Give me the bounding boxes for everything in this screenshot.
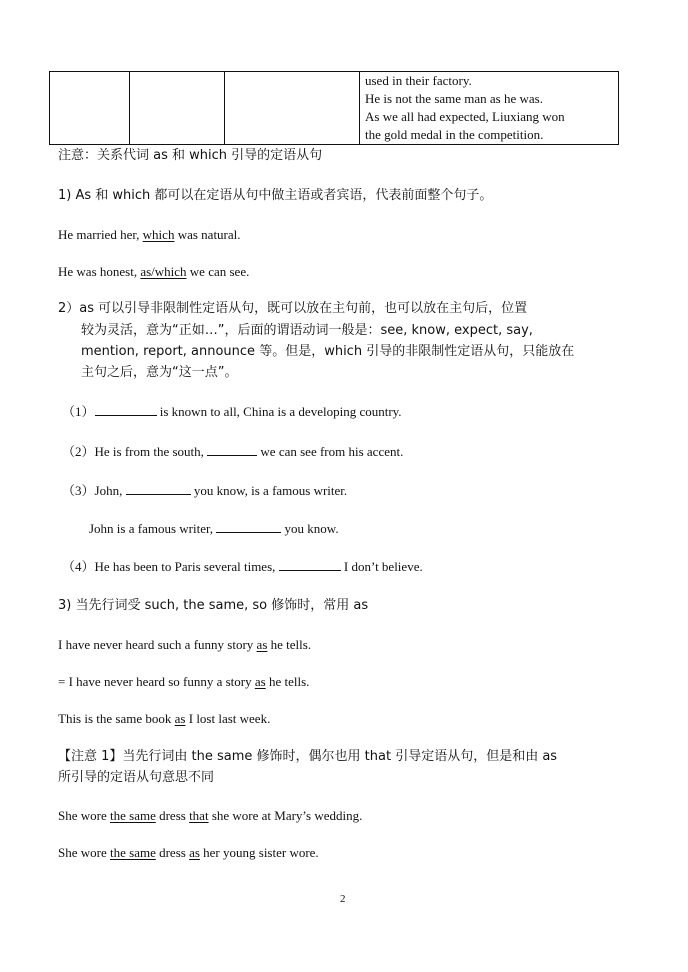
example-text: This is the same book [58, 711, 175, 726]
example-text: I have never heard such a funny story [58, 637, 257, 652]
page-number: 2 [340, 893, 346, 905]
example-text: was natural. [174, 227, 241, 242]
continuation-table [49, 71, 619, 145]
exercise-text: is known to all, China is a developing country. [156, 404, 402, 419]
table-line: He is not the same man as he was. [365, 91, 543, 106]
underlined-word: as [189, 845, 200, 860]
answer-blank[interactable] [126, 482, 191, 495]
example-text: She wore [58, 845, 110, 860]
note1-example-1 [58, 807, 362, 825]
exercise-4 [62, 558, 423, 576]
section3-example-3 [58, 710, 270, 728]
example-text: dress [155, 845, 190, 860]
underlined-word: that [189, 808, 209, 823]
exercise-text: I don’t believe. [340, 559, 423, 574]
exercise-3 [62, 482, 347, 500]
exercise-text: we can see from his accent. [257, 444, 404, 459]
answer-blank[interactable] [95, 403, 157, 416]
table-cell-empty-2 [130, 72, 225, 145]
section1-heading: 1) As 和 which 都可以在定语从句中做主语或者宾语，代表前面整个句子。 [58, 188, 493, 203]
section1-example-1 [58, 226, 241, 244]
exercise-3b [89, 520, 339, 538]
section3-heading: 3) 当先行词受 such, the same, so 修饰时，常用 as [58, 598, 369, 613]
table-cell-empty-1 [50, 72, 130, 145]
answer-blank[interactable] [207, 443, 257, 456]
example-text: dress [155, 808, 190, 823]
underlined-word: as [174, 711, 186, 726]
exercise-text: He has been to Paris several times, [94, 559, 279, 574]
section2-line-3: mention, report, announce 等。但是，which 引导的非限制性定语从句，只能放在 [81, 344, 575, 359]
section2-line-1: 2）as 可以引导非限制性定语从句，既可以放在主句前，也可以放在主句后，位置 [58, 301, 528, 316]
exercise-number: （4） [62, 559, 95, 574]
example-text: she wore at Mary’s wedding. [208, 808, 363, 823]
underlined-word: which [142, 227, 175, 242]
exercise-text: you know, is a famous writer. [190, 483, 348, 498]
table-line: used in their factory. [365, 73, 472, 88]
example-text: She wore [58, 808, 110, 823]
example-text: we can see. [186, 264, 250, 279]
exercise-text: you know. [281, 521, 339, 536]
section3-example-1 [58, 636, 311, 654]
underlined-word: as/which [140, 264, 187, 279]
answer-blank[interactable] [279, 558, 341, 571]
underlined-word: as [254, 674, 266, 689]
exercise-2 [62, 443, 403, 461]
example-text: I lost last week. [185, 711, 271, 726]
note1-line-1: 【注意 1】当先行词由 the same 修饰时，偶尔也用 that 引导定语从句，但是和由 as [58, 749, 558, 764]
table-cell-empty-3 [225, 72, 360, 145]
table-cell-examples [360, 72, 619, 145]
example-text: = I have never heard so funny a story [58, 674, 255, 689]
exercise-number: （1） [62, 404, 95, 419]
section1-example-2 [58, 263, 249, 281]
exercise-text: John is a famous writer, [89, 521, 217, 536]
exercise-number: （3） [62, 483, 95, 498]
answer-blank[interactable] [216, 520, 281, 533]
table-line: As we all had expected, Liuxiang won [365, 109, 565, 124]
note1-line-2: 所引导的定语从句意思不同 [58, 770, 215, 785]
underlined-word: as [256, 637, 268, 652]
section2-line-2: 较为灵活，意为“正如…”，后面的谓语动词一般是：see, know, expect, say, [81, 323, 533, 338]
exercise-number: （2） [62, 444, 95, 459]
table-line: the gold medal in the competition. [365, 127, 544, 142]
exercise-text: John, [94, 483, 126, 498]
example-text: He was honest, [58, 264, 141, 279]
exercise-text: He is from the south, [94, 444, 208, 459]
example-text: he tells. [265, 674, 310, 689]
underlined-word: the same [110, 808, 156, 823]
example-text: her young sister wore. [199, 845, 319, 860]
example-text: he tells. [267, 637, 312, 652]
note-heading: 注意：关系代词 as 和 which 引导的定语从句 [58, 148, 323, 163]
underlined-word: the same [110, 845, 156, 860]
section2-line-4: 主句之后，意为“这一点”。 [81, 365, 238, 380]
section3-example-2 [58, 673, 309, 691]
exercise-1 [62, 403, 402, 421]
note1-example-2 [58, 844, 319, 862]
example-text: He married her, [58, 227, 143, 242]
